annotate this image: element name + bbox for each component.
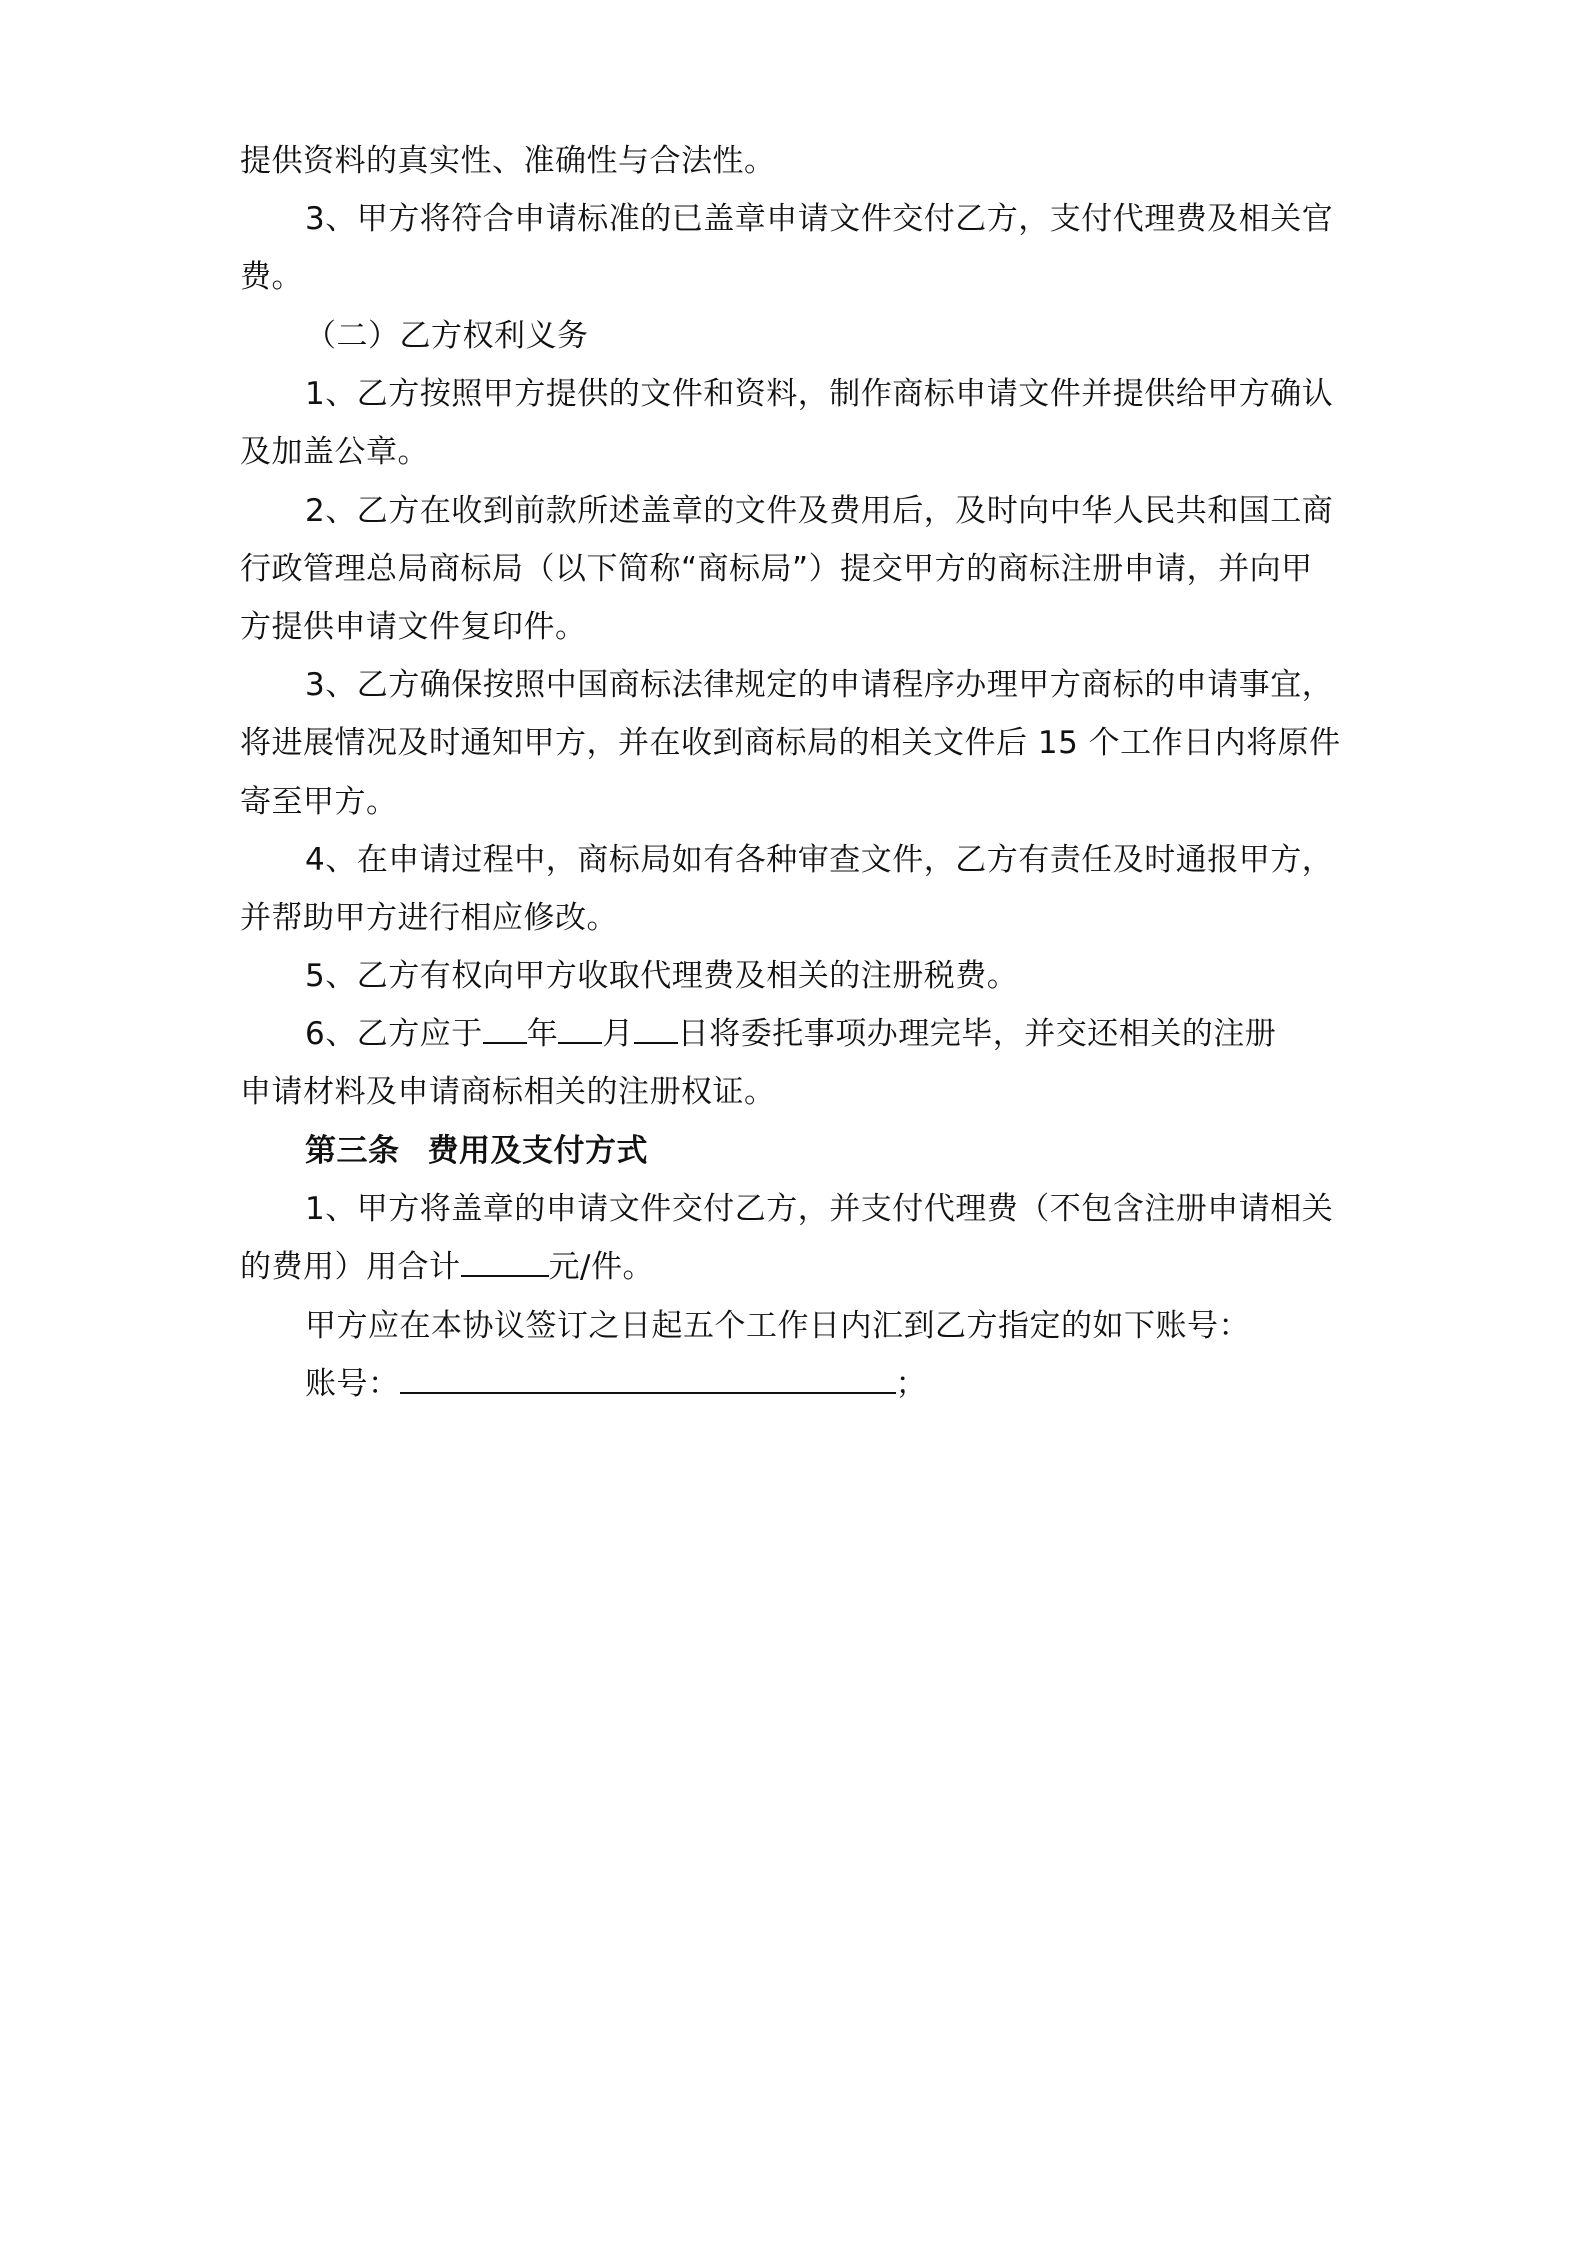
paragraph-line: 提供资料的真实性、准确性与合法性。 — [240, 143, 776, 179]
paragraph-line: 并帮助甲方进行相应修改。 — [240, 900, 618, 936]
day-blank — [634, 1014, 678, 1044]
paragraph-line: 及加盖公章。 — [240, 434, 429, 470]
clause6-year: 年 — [526, 1016, 559, 1052]
article-title: 费用及支付方式 — [427, 1133, 648, 1169]
fee-suffix: 元/件。 — [548, 1249, 654, 1285]
paragraph-line: 方提供申请文件复印件。 — [240, 609, 587, 645]
month-blank — [558, 1014, 602, 1044]
section-heading: （二）乙方权利义务 — [305, 318, 589, 354]
article-number: 第三条 — [305, 1133, 400, 1169]
fee-line — [240, 1247, 654, 1287]
paragraph-line: 2、乙方在收到前款所述盖章的文件及费用后，及时向中华人民共和国工商 — [305, 493, 1334, 529]
paragraph-line: 费。 — [240, 259, 303, 295]
paragraph-line: 3、乙方确保按照中国商标法律规定的申请程序办理甲方商标的申请事宜， — [305, 667, 1334, 703]
paragraph-line: 1、乙方按照甲方提供的文件和资料，制作商标申请文件并提供给甲方确认 — [305, 376, 1334, 412]
paragraph-line: 申请材料及申请商标相关的注册权证。 — [240, 1074, 776, 1110]
paragraph-line: 1、甲方将盖章的申请文件交付乙方，并支付代理费（不包含注册申请相关 — [305, 1191, 1334, 1227]
account-blank — [400, 1364, 896, 1394]
paragraph-line: 5、乙方有权向甲方收取代理费及相关的注册税费。 — [305, 958, 1019, 994]
article-heading — [305, 1131, 648, 1171]
account-label: 账号： — [305, 1366, 400, 1402]
paragraph-line: 将进展情况及时通知甲方，并在收到商标局的相关文件后 15 个工作日内将原件 — [240, 725, 1341, 761]
account-line — [305, 1364, 927, 1404]
year-blank — [483, 1014, 527, 1044]
clause6-suffix: 日将委托事项办理完毕，并交还相关的注册 — [677, 1016, 1277, 1052]
paragraph-line: 3、甲方将符合申请标准的已盖章申请文件交付乙方，支付代理费及相关官 — [305, 201, 1334, 237]
paragraph-line: 4、在申请过程中，商标局如有各种审查文件，乙方有责任及时通报甲方， — [305, 842, 1334, 878]
clause6-prefix: 6、乙方应于 — [305, 1016, 483, 1052]
fee-blank — [461, 1247, 549, 1277]
paragraph-line: 行政管理总局商标局（以下简称“商标局”）提交甲方的商标注册申请，并向甲 — [240, 551, 1313, 587]
fee-prefix: 的费用）用合计 — [240, 1249, 461, 1285]
clause6-month: 月 — [602, 1016, 634, 1052]
account-end: ； — [895, 1366, 927, 1402]
paragraph-line: 甲方应在本协议签订之日起五个工作日内汇到乙方指定的如下账号： — [305, 1308, 1250, 1344]
paragraph-line: 寄至甲方。 — [240, 784, 398, 820]
clause-6-line — [305, 1014, 1276, 1054]
